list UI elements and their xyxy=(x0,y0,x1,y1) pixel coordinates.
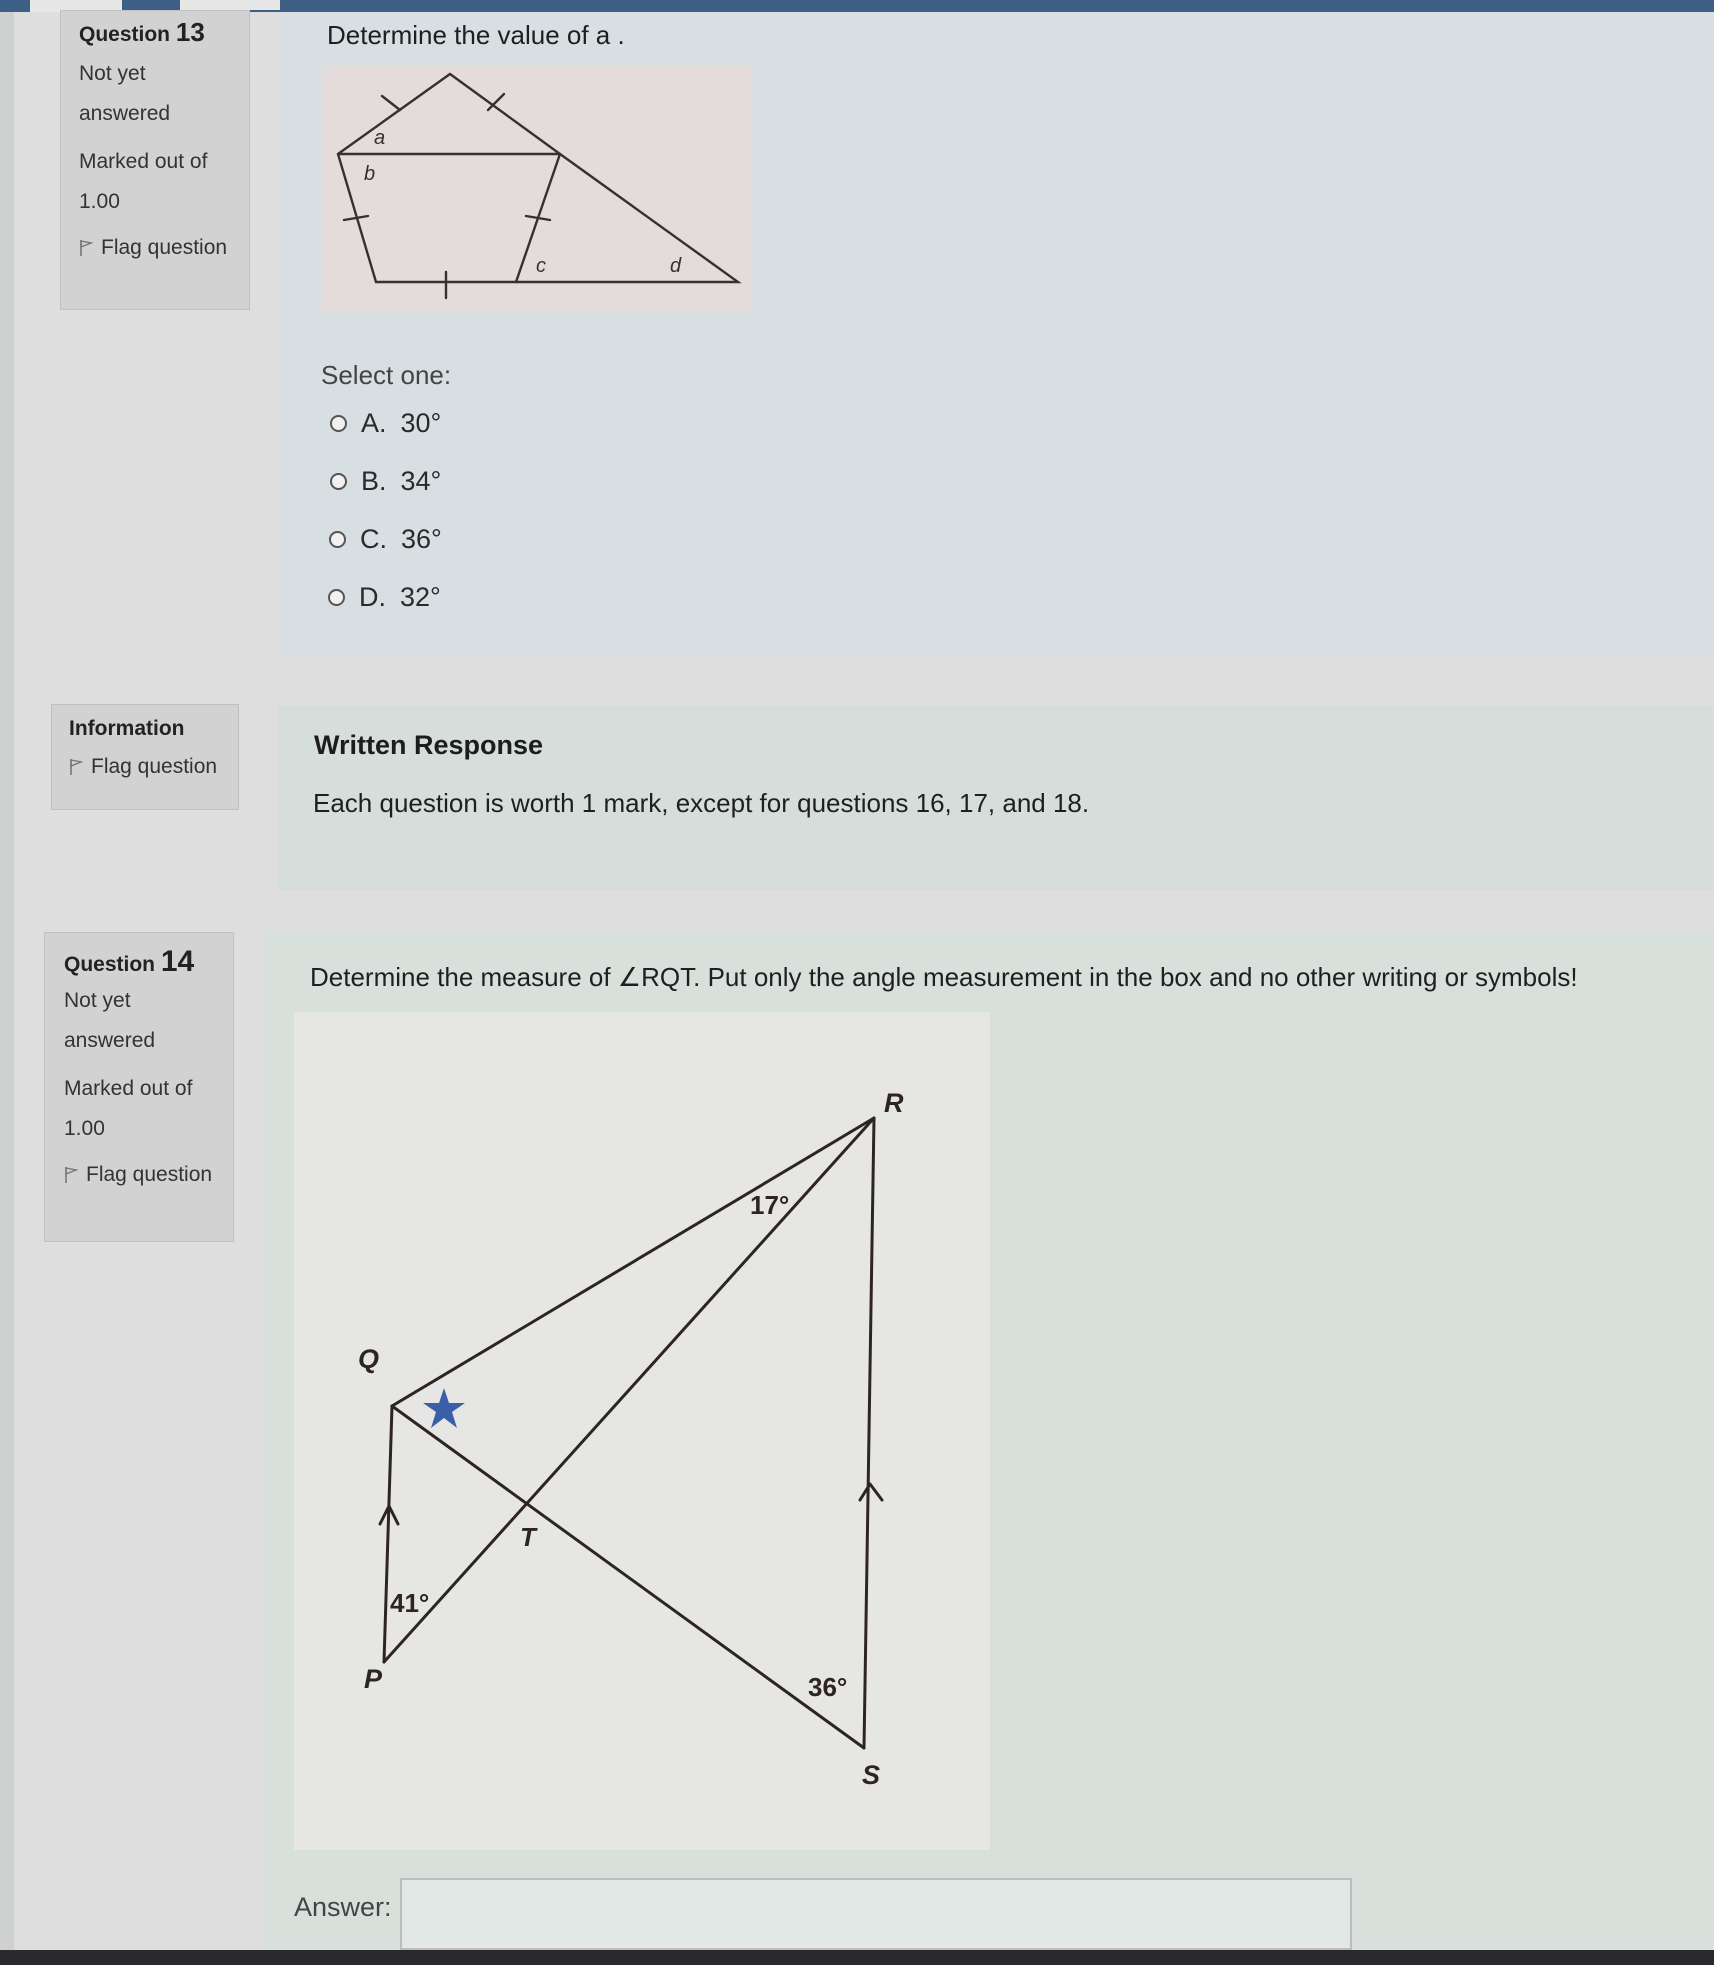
q13-option-letter: D. xyxy=(359,582,386,612)
q14-angle-r: 17° xyxy=(750,1190,790,1220)
q13-option-value: 32° xyxy=(400,582,441,612)
q14-segment-rs xyxy=(864,1118,874,1748)
q13-info-box xyxy=(60,10,250,310)
q14-label-r: R xyxy=(884,1088,904,1118)
info-flag-question[interactable] xyxy=(69,755,238,779)
top-bar xyxy=(0,0,1714,12)
q14-header-label: Question xyxy=(64,953,156,976)
q13-option-value: 36° xyxy=(401,524,442,554)
q14-marks-line1: Marked out of xyxy=(64,1077,193,1100)
q13-option-letter: B. xyxy=(361,466,387,496)
info-header: Information xyxy=(69,717,185,740)
q14-angle-s: 36° xyxy=(808,1672,848,1702)
q13-tick xyxy=(382,96,400,110)
q13-marks-2 xyxy=(79,190,249,214)
q14-label-p: P xyxy=(364,1664,383,1694)
info-body: Each question is worth 1 mark, except for questions 16, 17, and 18. xyxy=(313,788,1090,818)
radio-button[interactable] xyxy=(330,415,347,432)
q13-status xyxy=(79,62,249,86)
q13-option-c[interactable] xyxy=(329,524,442,555)
q13-label-c: c xyxy=(536,255,546,277)
q14-segment-qp xyxy=(384,1406,392,1662)
q14-status xyxy=(64,989,233,1013)
q13-question-text: Determine the value of a . xyxy=(327,20,625,50)
q13-option-b[interactable] xyxy=(330,466,441,497)
radio-button[interactable] xyxy=(329,531,346,548)
q14-number: 14 xyxy=(160,945,195,978)
q13-select-one: Select one: xyxy=(321,360,452,390)
q13-marks-line1: Marked out of xyxy=(79,150,208,173)
q14-header xyxy=(64,945,233,979)
q13-option-a[interactable] xyxy=(330,408,441,439)
flag-icon xyxy=(64,1166,78,1184)
q14-segment-pr xyxy=(384,1118,874,1662)
q13-number: 13 xyxy=(175,17,205,47)
q14-marks-line2: 1.00 xyxy=(64,1117,105,1140)
radio-button[interactable] xyxy=(330,473,347,490)
flag-icon xyxy=(69,758,83,776)
q14-marks xyxy=(64,1077,233,1101)
q14-flag-label: Flag question xyxy=(86,1163,213,1186)
q13-edge xyxy=(338,74,738,282)
q14-marks-2 xyxy=(64,1117,233,1141)
q13-figure xyxy=(322,66,752,312)
q14-flag-question[interactable] xyxy=(64,1163,233,1187)
q13-label-b: b xyxy=(364,163,376,185)
written-response-title: Written Response xyxy=(314,730,544,760)
q14-status-2 xyxy=(64,1029,233,1053)
q14-segment-qs xyxy=(392,1406,864,1748)
q14-figure xyxy=(294,1012,990,1850)
left-strip xyxy=(0,12,14,1965)
q13-option-value: 34° xyxy=(400,466,442,496)
q13-option-d[interactable] xyxy=(328,582,441,613)
q13-status-line2: answered xyxy=(79,102,171,125)
q14-status-line2: answered xyxy=(64,1029,156,1052)
q13-option-letter: A. xyxy=(361,408,387,438)
info-box xyxy=(51,704,239,810)
q13-flag-label: Flag question xyxy=(101,236,228,259)
answer-input[interactable] xyxy=(400,1878,1352,1950)
q13-option-letter: C. xyxy=(360,524,387,554)
q13-diagram xyxy=(322,66,752,312)
flag-icon xyxy=(79,239,93,257)
info-flag-label: Flag question xyxy=(91,755,218,778)
q13-status-2 xyxy=(79,102,249,126)
q14-status-line1: Not yet xyxy=(64,989,131,1012)
q13-marks-line2: 1.00 xyxy=(79,190,120,213)
q14-segment-qr xyxy=(392,1118,874,1406)
q13-option-value: 30° xyxy=(400,408,442,438)
q14-diagram xyxy=(294,1012,990,1850)
q14-arrow xyxy=(860,1484,882,1500)
q13-label-a: a xyxy=(374,127,386,149)
answer-label: Answer: xyxy=(294,1892,392,1922)
radio-button[interactable] xyxy=(328,589,345,606)
q14-label-t: T xyxy=(520,1522,536,1552)
q14-label-q: Q xyxy=(358,1344,380,1374)
q13-header-label: Question xyxy=(79,23,171,46)
q13-header xyxy=(79,17,249,48)
q13-marks xyxy=(79,150,249,174)
q13-label-d: d xyxy=(670,255,682,277)
q14-label-s: S xyxy=(862,1760,881,1790)
q13-status-line1: Not yet xyxy=(79,62,146,85)
star-icon xyxy=(423,1388,465,1428)
top-tab[interactable] xyxy=(180,0,280,10)
q14-angle-p: 41° xyxy=(390,1588,430,1618)
bottom-bar xyxy=(0,1950,1714,1965)
q14-question-text: Determine the measure of ∠RQT. Put only the angle measurement in the box and no other writing or symbols! xyxy=(310,962,1578,992)
q14-info-box xyxy=(44,932,234,1242)
q13-flag-question[interactable] xyxy=(79,236,249,260)
